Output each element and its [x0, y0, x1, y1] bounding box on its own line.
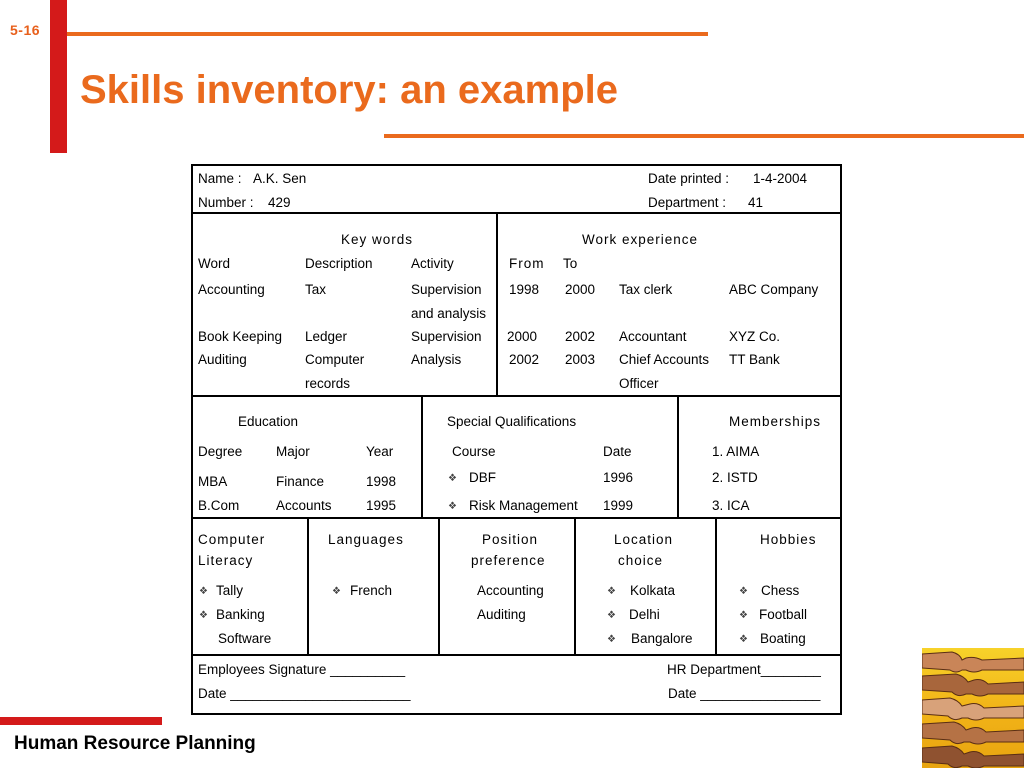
qualifications-cell: Risk Management	[469, 498, 578, 513]
work-cell: 1998	[509, 282, 540, 297]
position-preference-item: Auditing	[477, 607, 526, 622]
work-cell: 2002	[509, 352, 540, 367]
membership-item: 3. ICA	[712, 498, 750, 513]
location-choice-heading: Location	[614, 532, 674, 547]
education-heading: Education	[238, 414, 299, 429]
name-value: A.K. Sen	[253, 171, 307, 186]
keywords-cell: Supervision	[411, 329, 482, 344]
department-value: 41	[748, 195, 764, 210]
keywords-col-word: Word	[198, 256, 231, 271]
diamond-bullet-icon: ❖	[332, 586, 341, 597]
diamond-bullet-icon: ❖	[739, 586, 748, 597]
column-divider	[677, 397, 679, 517]
column-divider	[421, 397, 423, 517]
languages-heading: Languages	[328, 532, 404, 547]
keywords-experience-section	[191, 212, 842, 397]
work-cell: 2003	[565, 352, 596, 367]
education-col-year: Year	[366, 444, 394, 459]
education-section	[191, 395, 842, 519]
education-cell: MBA	[198, 474, 228, 489]
location-choice-item: Kolkata	[630, 583, 676, 598]
keywords-cell: Ledger	[305, 329, 348, 344]
diamond-bullet-icon: ❖	[607, 634, 616, 645]
keywords-cell: Book Keeping	[198, 329, 283, 344]
footer-title: Human Resource Planning	[14, 733, 256, 754]
work-cell: 2002	[565, 329, 596, 344]
computer-literacy-item: Banking	[216, 607, 265, 622]
department-label: Department :	[648, 195, 727, 210]
hobby-item: Boating	[760, 631, 806, 646]
keywords-heading: Key words	[341, 232, 414, 247]
work-cell: ABC Company	[729, 282, 819, 297]
hr-department-line: HR Department________	[667, 662, 821, 677]
memberships-heading: Memberships	[729, 414, 822, 429]
education-cell: Finance	[276, 474, 325, 489]
date-printed-label: Date printed :	[648, 171, 730, 186]
employee-date-line: Date ________________________	[198, 686, 411, 701]
keywords-cell: Accounting	[198, 282, 265, 297]
red-accent-bar	[50, 0, 67, 153]
education-cell: 1995	[366, 498, 397, 513]
education-cell: Accounts	[276, 498, 332, 513]
work-col-to: To	[563, 256, 578, 271]
form-header-section	[191, 164, 842, 214]
hobbies-heading: Hobbies	[760, 532, 817, 547]
position-preference-item: Accounting	[477, 583, 544, 598]
slide-title: Skills inventory: an example	[80, 68, 618, 112]
location-choice-item: Delhi	[629, 607, 660, 622]
signatures-section	[191, 654, 842, 715]
hobby-item: Chess	[761, 583, 800, 598]
diamond-bullet-icon: ❖	[448, 501, 457, 512]
diamond-bullet-icon: ❖	[448, 473, 457, 484]
qualifications-cell: DBF	[469, 470, 496, 485]
education-cell: 1998	[366, 474, 397, 489]
diamond-bullet-icon: ❖	[607, 610, 616, 621]
preferences-section	[191, 517, 842, 656]
position-preference-heading: Position	[482, 532, 539, 547]
qualifications-heading: Special Qualifications	[447, 414, 577, 429]
work-cell: Officer	[619, 376, 659, 391]
red-footer-bar	[0, 717, 162, 725]
computer-literacy-heading: Literacy	[198, 553, 254, 568]
work-experience-heading: Work experience	[582, 232, 699, 247]
education-col-degree: Degree	[198, 444, 243, 459]
qualifications-cell: 1996	[603, 470, 634, 485]
work-cell: Accountant	[619, 329, 687, 344]
slide-number: 5-16	[10, 22, 41, 38]
title-underline-rule	[384, 134, 1024, 138]
number-value: 429	[268, 195, 291, 210]
column-divider	[715, 519, 717, 654]
date-printed-value: 1-4-2004	[753, 171, 808, 186]
top-orange-rule	[67, 32, 708, 36]
fists-illustration	[922, 648, 1024, 768]
keywords-cell: Tax	[305, 282, 327, 297]
computer-literacy-heading: Computer	[198, 532, 266, 547]
education-cell: B.Com	[198, 498, 240, 513]
keywords-cell: and analysis	[411, 306, 487, 321]
diamond-bullet-icon: ❖	[739, 610, 748, 621]
qualifications-cell: 1999	[603, 498, 634, 513]
diamond-bullet-icon: ❖	[199, 586, 208, 597]
education-col-major: Major	[276, 444, 310, 459]
diamond-bullet-icon: ❖	[199, 610, 208, 621]
language-item: French	[350, 583, 393, 598]
work-cell: Tax clerk	[619, 282, 673, 297]
keywords-col-activity: Activity	[411, 256, 454, 271]
keywords-cell: Analysis	[411, 352, 462, 367]
work-cell: TT Bank	[729, 352, 780, 367]
column-divider	[307, 519, 309, 654]
teamwork-fists-image	[922, 648, 1024, 768]
keywords-cell: Auditing	[198, 352, 247, 367]
number-label: Number :	[198, 195, 254, 210]
work-col-from: From	[509, 256, 545, 271]
name-label: Name :	[198, 171, 242, 186]
diamond-bullet-icon: ❖	[607, 586, 616, 597]
keywords-cell: Supervision	[411, 282, 482, 297]
diamond-bullet-icon: ❖	[739, 634, 748, 645]
qualifications-col-date: Date	[603, 444, 632, 459]
work-cell: 2000	[507, 329, 538, 344]
column-divider	[496, 214, 498, 395]
column-divider	[574, 519, 576, 654]
work-cell: Chief Accounts	[619, 352, 710, 367]
column-divider	[438, 519, 440, 654]
qualifications-col-course: Course	[452, 444, 496, 459]
membership-item: 1. AIMA	[712, 444, 760, 459]
keywords-cell: records	[305, 376, 351, 391]
keywords-cell: Computer	[305, 352, 365, 367]
location-choice-heading: choice	[618, 553, 664, 568]
computer-literacy-item: Software	[218, 631, 272, 646]
membership-item: 2. ISTD	[712, 470, 758, 485]
computer-literacy-item: Tally	[216, 583, 244, 598]
location-choice-item: Bangalore	[631, 631, 693, 646]
work-cell: XYZ Co.	[729, 329, 781, 344]
keywords-col-description: Description	[305, 256, 373, 271]
employee-signature-line: Employees Signature __________	[198, 662, 406, 677]
hobby-item: Football	[759, 607, 808, 622]
work-cell: 2000	[565, 282, 596, 297]
position-preference-heading: preference	[471, 553, 546, 568]
hr-date-line: Date ________________	[668, 686, 821, 701]
